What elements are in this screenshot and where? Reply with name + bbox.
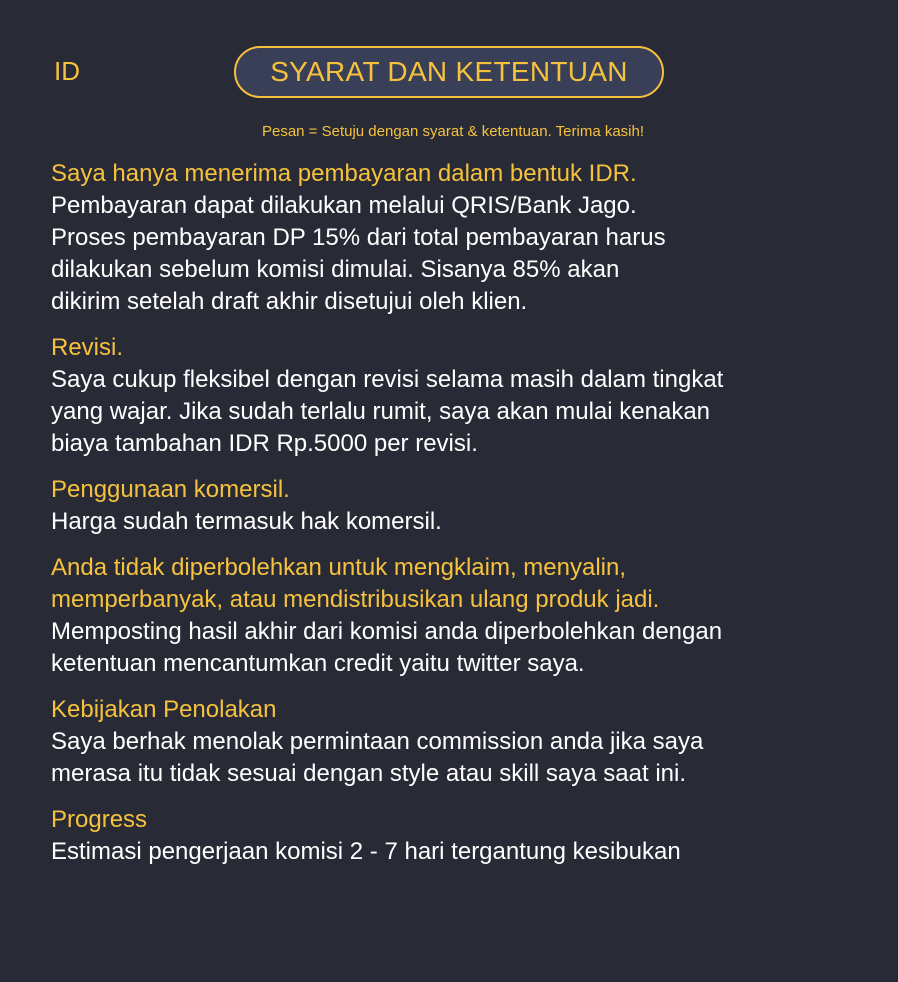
heading-line: Progress xyxy=(51,806,148,833)
body-line: Memposting hasil akhir dari komisi anda diperbolehkan dengan xyxy=(51,618,723,645)
body-line: Estimasi pengerjaan komisi 2 - 7 hari tergantung kesibukan xyxy=(51,838,681,865)
body-line: dikirim setelah draft akhir disetujui oleh klien. xyxy=(51,288,528,315)
section-heading xyxy=(51,158,851,190)
terms-list xyxy=(51,158,851,868)
body-line: Saya berhak menolak permintaan commission anda jika saya xyxy=(51,728,704,755)
body-line: Saya cukup fleksibel dengan revisi selama masih dalam tingkat xyxy=(51,366,724,393)
section-progress xyxy=(51,804,851,868)
body-line: ketentuan mencantumkan credit yaitu twitter saya. xyxy=(51,650,585,677)
heading-line: Revisi. xyxy=(51,334,124,361)
section-rejection-policy xyxy=(51,694,851,790)
body-line: Pembayaran dapat dilakukan melalui QRIS/Bank Jago. xyxy=(51,192,637,219)
section-commercial-use xyxy=(51,474,851,538)
heading-line: Kebijakan Penolakan xyxy=(51,696,277,723)
heading-line: Anda tidak diperbolehkan untuk mengklaim, menyalin, xyxy=(51,554,627,581)
section-payment xyxy=(51,158,851,318)
heading-line: Saya hanya menerima pembayaran dalam bentuk IDR. xyxy=(51,160,637,187)
page-title: SYARAT DAN KETENTUAN xyxy=(270,56,628,87)
section-revision xyxy=(51,332,851,460)
title-badge xyxy=(234,46,664,98)
section-heading xyxy=(51,804,851,836)
section-body xyxy=(51,506,851,538)
section-heading xyxy=(51,332,851,364)
heading-line: memperbanyak, atau mendistribusikan ulang produk jadi. xyxy=(51,586,660,613)
section-body xyxy=(51,190,851,318)
section-body xyxy=(51,836,851,868)
body-line: dilakukan sebelum komisi dimulai. Sisanya 85% akan xyxy=(51,256,620,283)
section-heading xyxy=(51,694,851,726)
body-line: yang wajar. Jika sudah terlalu rumit, saya akan mulai kenakan xyxy=(51,398,711,425)
language-label: ID xyxy=(54,56,80,86)
agreement-note: Pesan = Setuju dengan syarat & ketentuan. Terima kasih! xyxy=(261,123,645,140)
section-body xyxy=(51,364,851,460)
body-line: Proses pembayaran DP 15% dari total pembayaran harus xyxy=(51,224,666,251)
section-heading xyxy=(51,552,851,616)
section-body xyxy=(51,616,851,680)
body-line: Harga sudah termasuk hak komersil. xyxy=(51,508,442,535)
body-line: biaya tambahan IDR Rp.5000 per revisi. xyxy=(51,430,478,457)
section-heading xyxy=(51,474,851,506)
section-redistribution xyxy=(51,552,851,680)
section-body xyxy=(51,726,851,790)
body-line: merasa itu tidak sesuai dengan style atau skill saya saat ini. xyxy=(51,760,687,787)
heading-line: Penggunaan komersil. xyxy=(51,476,290,503)
